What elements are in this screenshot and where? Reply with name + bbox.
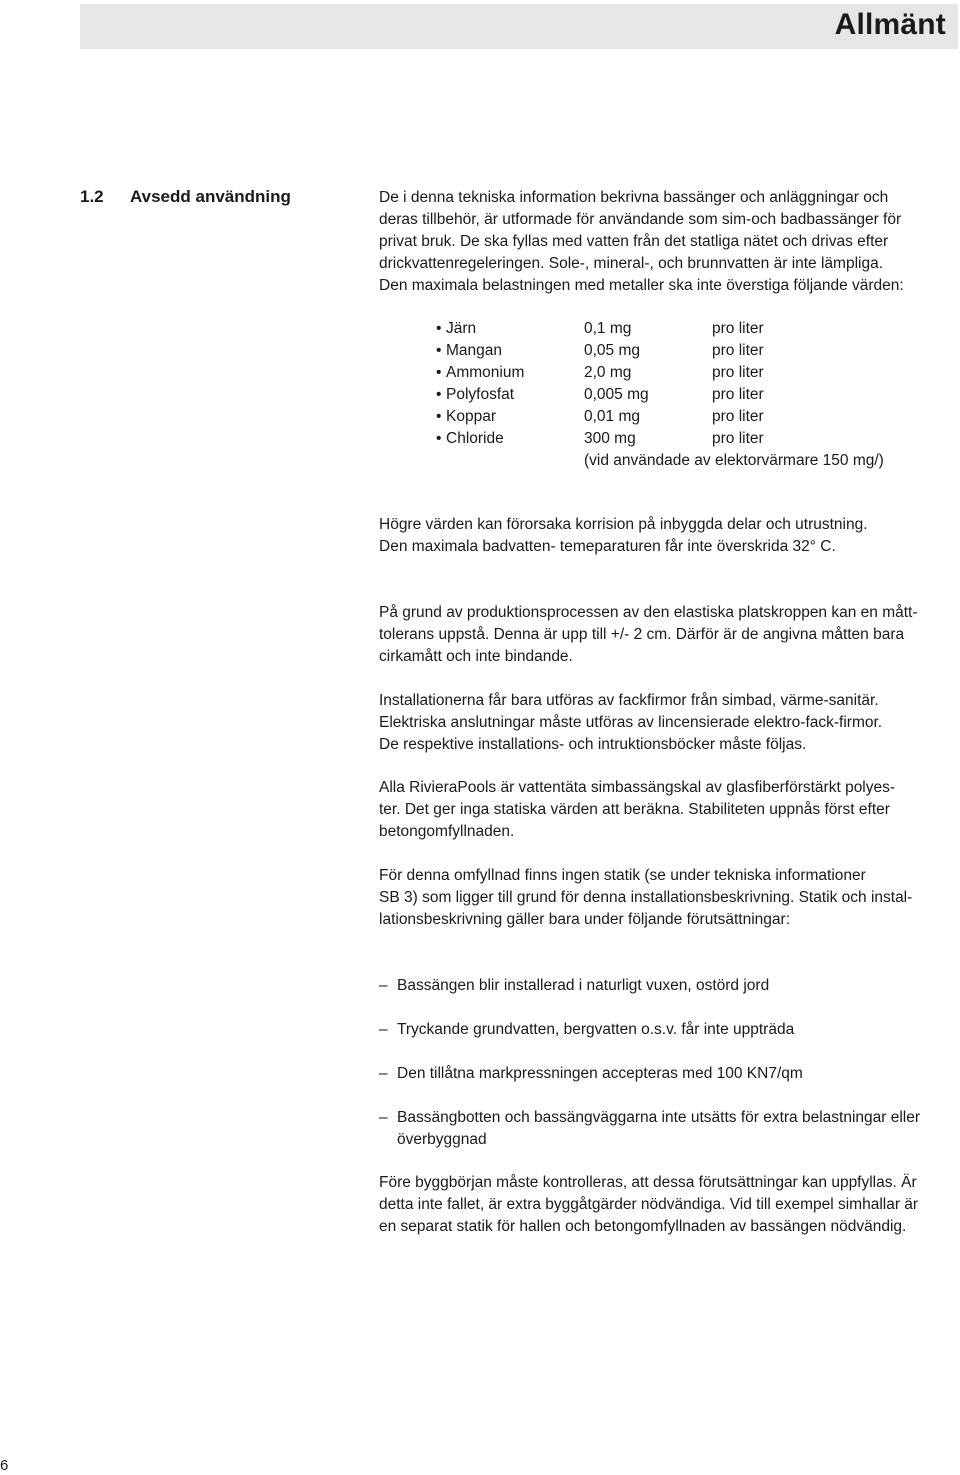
metal-unit: pro liter	[712, 408, 764, 425]
text-line: Elektriska anslutningar måste utföras av lincensierade elektro-fack-firmor.	[379, 714, 883, 731]
higher-values-paragraph	[379, 514, 959, 558]
text-line: Den maximala badvatten- temeparaturen får inte överskrida 32° C.	[379, 538, 836, 555]
text-line: ter. Det ger inga statiska värden att beräkna. Stabiliteten uppnås först efter	[379, 801, 890, 818]
metal-unit: pro liter	[712, 386, 764, 403]
text-line: deras tillbehör, är utformade för användande som sim-och badbassänger för	[379, 211, 902, 228]
text-line: Den maximala belastningen med metaller ska inte överstiga följande värden:	[379, 277, 904, 294]
text-line: Högre värden kan förorsaka korrision på inbyggda delar och utrustning.	[379, 516, 868, 533]
intro-paragraph	[379, 187, 959, 297]
header-bar	[80, 4, 958, 49]
metal-name: Chloride	[446, 430, 504, 447]
text-line: cirkamått och inte bindande.	[379, 648, 573, 665]
bullet: •	[436, 342, 442, 359]
metal-name: Mangan	[446, 342, 503, 359]
text-line: tolerans uppstå. Denna är upp till +/- 2 cm. Därför är de angivna måtten bara	[379, 626, 905, 643]
text-line: Installationerna får bara utföras av fackfirmor från simbad, värme-sanitär.	[379, 692, 879, 709]
metal-name: Koppar	[446, 408, 496, 425]
dash-marker: –	[379, 977, 388, 994]
text-line: På grund av produktionsprocessen av den elastiska platskroppen kan en mått-	[379, 604, 918, 621]
text-line: överbyggnad	[397, 1131, 487, 1148]
condition-text	[397, 1107, 920, 1151]
dash-marker: –	[379, 1065, 388, 1082]
metal-amount: 0,005 mg	[584, 386, 649, 403]
metal-note: (vid användade av elektorvärmare 150 mg/)	[584, 452, 884, 469]
condition-text	[397, 1063, 803, 1085]
section-number: 1.2	[80, 187, 104, 206]
text-line: betongomfyllnaden.	[379, 823, 515, 840]
statik-paragraph	[379, 865, 959, 931]
text-line: Bassängbotten och bassängväggarna inte utsätts för extra belastningar eller	[397, 1109, 921, 1126]
rivierapools-paragraph	[379, 777, 959, 843]
text-line: Alla RivieraPools är vattentäta simbassängskal av glasfiberförstärkt polyes-	[379, 779, 896, 796]
text-line: en separat statik för hallen och betongomfyllnaden av bassängen nödvändig.	[379, 1218, 907, 1235]
section-title: Avsedd användning	[130, 187, 291, 206]
condition-text	[397, 975, 769, 997]
final-paragraph	[379, 1172, 959, 1238]
text-line: Den tillåtna markpressningen accepteras med 100 KN7/qm	[397, 1065, 803, 1082]
text-line: De i denna tekniska information bekrivna bassänger och anläggningar och	[379, 189, 889, 206]
text-line: Tryckande grundvatten, bergvatten o.s.v. får inte uppträda	[397, 1021, 795, 1038]
text-line: drickvattenregeleringen. Sole-, mineral-, och brunnvatten är inte lämpliga.	[379, 255, 884, 272]
page-number: 6	[0, 1457, 9, 1474]
bullet: •	[436, 386, 442, 403]
condition-text	[397, 1019, 794, 1041]
metal-amount: 0,01 mg	[584, 408, 641, 425]
metal-amount: 0,1 mg	[584, 320, 632, 337]
installation-paragraph	[379, 690, 959, 756]
text-line: För denna omfyllnad finns ingen statik (se under tekniska informationer	[379, 867, 866, 884]
text-line: detta inte fallet, är extra byggåtgärder nödvändiga. Vid till exempel simhallar är	[379, 1196, 919, 1213]
bullet: •	[436, 364, 442, 381]
metal-name: Ammonium	[446, 364, 525, 381]
metal-unit: pro liter	[712, 364, 764, 381]
text-line: privat bruk. De ska fyllas med vatten från det statliga nätet och drivas efter	[379, 233, 889, 250]
bullet: •	[436, 430, 442, 447]
tolerance-paragraph	[379, 602, 959, 668]
page-title: Allmänt	[834, 8, 946, 41]
metal-unit: pro liter	[712, 430, 764, 447]
metal-name: Polyfosfat	[446, 386, 515, 403]
text-line: Bassängen blir installerad i naturligt vuxen, ostörd jord	[397, 977, 770, 994]
text-line: Före byggbörjan måste kontrolleras, att dessa förutsättningar kan uppfyllas. Är	[379, 1174, 917, 1191]
text-line: SB 3) som ligger till grund för denna installationsbeskrivning. Statik och instal-	[379, 889, 913, 906]
dash-marker: –	[379, 1109, 388, 1126]
metal-amount: 300 mg	[584, 430, 636, 447]
metal-name: Järn	[446, 320, 477, 337]
metal-amount: 2,0 mg	[584, 364, 632, 381]
metal-unit: pro liter	[712, 342, 764, 359]
dash-marker: –	[379, 1021, 388, 1038]
metal-amount: 0,05 mg	[584, 342, 641, 359]
metal-unit: pro liter	[712, 320, 764, 337]
text-line: lationsbeskrivning gäller bara under följande förutsättningar:	[379, 911, 790, 928]
text-line: De respektive installations- och intruktionsböcker måste följas.	[379, 736, 807, 753]
bullet: •	[436, 408, 442, 425]
bullet: •	[436, 320, 442, 337]
